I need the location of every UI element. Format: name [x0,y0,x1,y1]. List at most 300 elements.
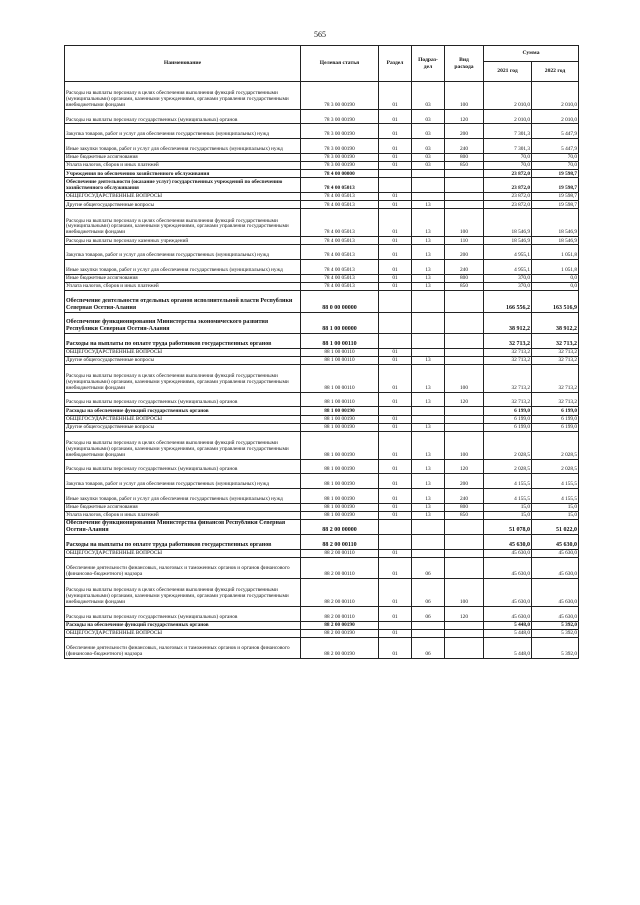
cell-y2022: 18 546,9 [532,209,579,237]
cell-target: 78 3 00 00190 [301,82,379,110]
cell-type [445,356,484,364]
cell-sub: 06 [412,606,445,621]
table-row [65,274,579,282]
cell-type: 100 [445,209,484,237]
cell-target: 88 1 00 00190 [301,407,379,415]
cell-type [445,407,484,415]
budget-table [64,45,579,659]
cell-y2022: 1 051,8 [532,245,579,260]
cell-section: 01 [379,579,412,607]
cell-name: Иные бюджетные ассигнования [65,274,301,282]
cell-y2022: 38 912,2 [532,312,579,333]
cell-type: 800 [445,153,484,161]
cell-name: Расходы на обеспечение функций государственных органов [65,407,301,415]
cell-y2022: 15,0 [532,511,579,519]
cell-target: 88 2 00 00000 [301,520,379,535]
cell-sub: 13 [412,237,445,245]
cell-target: 88 1 00 00190 [301,474,379,489]
cell-sub: 03 [412,109,445,124]
cell-type: 120 [445,606,484,621]
cell-target: 78 4 00 05013 [301,193,379,201]
cell-sub: 13 [412,260,445,275]
cell-y2022: 0,0 [532,283,579,291]
cell-name: Обеспечение деятельности финансовых, налоговых и таможенных органов и органов финансового (финансово-бюджетного) надзора [65,637,301,658]
cell-name: ОБЩЕГОСУДАРСТВЕННЫЕ ВОПРОСЫ [65,549,301,557]
cell-name: Обеспечение деятельности (оказание услуг) государственных учреждений по обеспечению хозяйственного обслуживания [65,178,301,193]
cell-sub: 13 [412,474,445,489]
cell-section [379,312,412,333]
cell-section: 01 [379,503,412,511]
cell-y2022: 5 392,0 [532,629,579,637]
cell-type: 200 [445,124,484,139]
table-row [65,170,579,178]
cell-type: 850 [445,283,484,291]
cell-y2022: 5 392,0 [532,621,579,629]
cell-y2021: 23 872,0 [484,193,532,201]
cell-y2022: 70,0 [532,162,579,170]
table-row [65,139,579,154]
cell-y2021: 4 955,1 [484,245,532,260]
table-row [65,423,579,431]
cell-sub: 03 [412,82,445,110]
cell-y2021: 6 199,0 [484,407,532,415]
table-row [65,459,579,474]
cell-y2021: 23 872,0 [484,201,532,209]
cell-type: 110 [445,237,484,245]
cell-y2022: 5 447,9 [532,124,579,139]
cell-type: 120 [445,392,484,407]
cell-y2022: 45 630,0 [532,534,579,549]
cell-type [445,178,484,193]
cell-y2021: 18 546,9 [484,237,532,245]
cell-target: 88 1 00 00190 [301,503,379,511]
cell-sub: 13 [412,201,445,209]
cell-type [445,520,484,535]
cell-y2022: 19 598,7 [532,201,579,209]
cell-y2022: 2 010,0 [532,109,579,124]
cell-target: 78 4 00 05013 [301,178,379,193]
cell-y2022: 45 630,0 [532,557,579,578]
table-row [65,245,579,260]
cell-y2021: 5 448,0 [484,629,532,637]
col-header-2021: 2021 год [484,62,532,82]
cell-sub: 13 [412,274,445,282]
cell-y2021: 166 556,2 [484,291,532,312]
cell-type [445,170,484,178]
cell-name: Иные бюджетные ассигнования [65,153,301,161]
cell-target: 88 2 00 00110 [301,549,379,557]
table-row [65,109,579,124]
cell-type [445,333,484,348]
table-row [65,153,579,161]
cell-y2021: 2 010,0 [484,109,532,124]
cell-sub [412,333,445,348]
cell-section: 01 [379,139,412,154]
cell-y2021: 51 078,0 [484,520,532,535]
cell-name: Расходы на обеспечение функций государственных органов [65,621,301,629]
cell-y2021: 5 448,0 [484,637,532,658]
cell-type [445,534,484,549]
table-row [65,579,579,607]
cell-sub [412,312,445,333]
cell-type: 240 [445,489,484,504]
col-header-name: Наименование [65,46,301,82]
cell-sub [412,520,445,535]
cell-target: 88 2 00 00190 [301,629,379,637]
cell-target: 78 4 00 05013 [301,209,379,237]
cell-target: 88 2 00 00110 [301,557,379,578]
cell-sub: 13 [412,431,445,459]
table-row [65,637,579,658]
table-row [65,260,579,275]
cell-sub [412,629,445,637]
cell-section: 01 [379,162,412,170]
cell-y2021: 2 010,0 [484,82,532,110]
cell-y2022: 32 713,2 [532,333,579,348]
cell-y2022: 45 630,0 [532,549,579,557]
cell-type: 100 [445,364,484,392]
cell-target: 78 4 00 05013 [301,237,379,245]
cell-name: Обеспечение функционирования Министерства финансов Республики Северная Осетия-Алания [65,520,301,535]
cell-name: Расходы на выплаты персоналу в целях обеспечения выполнения функций государственными (муниципальными) органами, казенными учреждениями, органами управления государственными внебюджетными фондами [65,431,301,459]
table-row [65,621,579,629]
table-row [65,209,579,237]
cell-section [379,170,412,178]
cell-name: Расходы на выплаты персоналу государственных (муниципальных) органов [65,392,301,407]
cell-y2022: 32 713,2 [532,364,579,392]
cell-y2021: 7 301,3 [484,139,532,154]
cell-section: 01 [379,209,412,237]
cell-type: 120 [445,109,484,124]
col-header-subsection: Подраз- дел [412,46,445,82]
table-row [65,606,579,621]
cell-sub: 13 [412,423,445,431]
cell-sub: 13 [412,356,445,364]
table-row [65,364,579,392]
cell-name: ОБЩЕГОСУДАРСТВЕННЫЕ ВОПРОСЫ [65,629,301,637]
cell-y2021: 6 199,0 [484,423,532,431]
table-row [65,291,579,312]
cell-type [445,193,484,201]
cell-name: Обеспечение деятельности отдельных органов исполнительной власти Республики Северная Осетия-Алания [65,291,301,312]
cell-y2022: 51 022,0 [532,520,579,535]
cell-y2021: 4 155,5 [484,474,532,489]
cell-y2022: 2 028,5 [532,431,579,459]
cell-section: 01 [379,124,412,139]
cell-name: Расходы на выплаты персоналу государственных (муниципальных) органов [65,606,301,621]
cell-type [445,549,484,557]
cell-name: Расходы на выплаты персоналу в целях обеспечения выполнения функций государственными (муниципальными) органами, казенными учреждениями, органами управления государственными внебюджетными фондами [65,364,301,392]
cell-name: Расходы на выплаты персоналу в целях обеспечения выполнения функций государственными (муниципальными) органами, казенными учреждениями, органами управления государственными внебюджетными фондами [65,579,301,607]
cell-sub: 13 [412,511,445,519]
cell-name: Обеспечение функционирования Министерства экономического развития Республики Северная Осетия-Алания [65,312,301,333]
cell-section: 01 [379,415,412,423]
cell-y2021: 45 630,0 [484,534,532,549]
cell-y2022: 32 713,2 [532,392,579,407]
table-row [65,356,579,364]
cell-target: 88 1 00 00000 [301,312,379,333]
cell-name: Закупка товаров, работ и услуг для обеспечения государственных (муниципальных) нужд [65,245,301,260]
cell-section: 01 [379,283,412,291]
cell-name: Иные закупки товаров, работ и услуг для обеспечения государственных (муниципальных) нужд [65,260,301,275]
cell-y2021: 5 448,0 [484,621,532,629]
table-row [65,629,579,637]
cell-y2021: 45 630,0 [484,606,532,621]
table-row [65,237,579,245]
cell-y2021: 70,0 [484,162,532,170]
cell-y2021: 45 630,0 [484,549,532,557]
cell-type: 200 [445,474,484,489]
cell-y2022: 0,0 [532,274,579,282]
cell-name: Расходы на выплаты персоналу государственных (муниципальных) органов [65,109,301,124]
table-row [65,520,579,535]
cell-sub [412,193,445,201]
cell-name: ОБЩЕГОСУДАРСТВЕННЫЕ ВОПРОСЫ [65,193,301,201]
cell-y2022: 2 028,5 [532,459,579,474]
cell-target: 88 1 00 00190 [301,489,379,504]
table-row [65,178,579,193]
cell-type [445,621,484,629]
cell-sub [412,549,445,557]
cell-section: 01 [379,356,412,364]
cell-y2022: 32 713,2 [532,348,579,356]
cell-target: 88 2 00 00190 [301,621,379,629]
cell-y2021: 23 872,0 [484,170,532,178]
cell-y2022: 18 546,9 [532,237,579,245]
cell-name: Другие общегосударственные вопросы [65,356,301,364]
cell-sub: 13 [412,364,445,392]
cell-name: Обеспечение деятельности финансовых, налоговых и таможенных органов и органов финансового (финансово-бюджетного) надзора [65,557,301,578]
cell-section: 01 [379,201,412,209]
cell-section [379,291,412,312]
col-header-target: Целевая статья [301,46,379,82]
cell-target: 88 1 00 00110 [301,364,379,392]
cell-y2021: 18 546,9 [484,209,532,237]
cell-section: 01 [379,629,412,637]
cell-sub [412,291,445,312]
cell-target: 78 4 00 05013 [301,274,379,282]
cell-name: Расходы на выплаты персоналу казенных учреждений [65,237,301,245]
cell-y2022: 1 051,8 [532,260,579,275]
cell-name: ОБЩЕГОСУДАРСТВЕННЫЕ ВОПРОСЫ [65,348,301,356]
cell-sub: 13 [412,503,445,511]
cell-name: Иные бюджетные ассигнования [65,503,301,511]
cell-type: 240 [445,139,484,154]
cell-target: 88 1 00 00110 [301,356,379,364]
cell-name: Расходы на выплаты персоналу в целях обеспечения выполнения функций государственными (муниципальными) органами, казенными учреждениями, органами управления государственными внебюджетными фондами [65,209,301,237]
col-header-section: Раздел [379,46,412,82]
cell-sub: 13 [412,245,445,260]
cell-y2022: 45 630,0 [532,606,579,621]
cell-section: 01 [379,153,412,161]
cell-sub: 13 [412,283,445,291]
cell-name: Уплата налогов, сборов и иных платежей [65,162,301,170]
cell-type [445,423,484,431]
col-header-sum: Сумма [484,46,579,62]
cell-section: 01 [379,557,412,578]
cell-y2021: 23 872,0 [484,178,532,193]
cell-type: 100 [445,82,484,110]
cell-name: Учреждения по обеспечению хозяйственного обслуживания [65,170,301,178]
cell-target: 88 1 00 00190 [301,459,379,474]
table-row [65,162,579,170]
cell-y2022: 163 516,9 [532,291,579,312]
cell-type [445,415,484,423]
cell-y2022: 19 598,7 [532,193,579,201]
cell-sub: 03 [412,139,445,154]
table-row [65,549,579,557]
cell-section [379,534,412,549]
cell-name: Иные закупки товаров, работ и услуг для обеспечения государственных (муниципальных) нужд [65,489,301,504]
cell-sub: 13 [412,459,445,474]
cell-sub [412,178,445,193]
cell-section: 01 [379,348,412,356]
cell-y2021: 4 155,5 [484,489,532,504]
cell-y2022: 19 598,7 [532,170,579,178]
cell-target: 78 4 00 00000 [301,170,379,178]
cell-target: 88 2 00 00110 [301,534,379,549]
cell-name: Расходы на выплаты персоналу в целях обеспечения выполнения функций государственными (муниципальными) органами, казенными учреждениями, органами управления государственными внебюджетными фондами [65,82,301,110]
cell-y2021: 38 912,2 [484,312,532,333]
cell-section: 01 [379,364,412,392]
cell-target: 88 2 00 00190 [301,637,379,658]
cell-target: 78 3 00 00190 [301,124,379,139]
cell-type [445,637,484,658]
cell-type [445,201,484,209]
cell-target: 88 1 00 00110 [301,392,379,407]
table-row [65,511,579,519]
table-row [65,557,579,578]
cell-target: 78 4 00 05013 [301,245,379,260]
cell-section: 01 [379,260,412,275]
cell-y2022: 70,0 [532,153,579,161]
col-header-expense-type: Вид расхода [445,46,484,82]
table-row [65,415,579,423]
cell-y2022: 19 598,7 [532,178,579,193]
cell-type: 120 [445,459,484,474]
cell-section: 01 [379,274,412,282]
cell-target: 78 3 00 00190 [301,139,379,154]
cell-y2021: 7 301,3 [484,124,532,139]
cell-target: 78 3 00 00190 [301,109,379,124]
cell-y2022: 15,0 [532,503,579,511]
page-number: 565 [314,30,326,39]
cell-type [445,629,484,637]
cell-name: Расходы на выплаты по оплате труда работников государственных органов [65,333,301,348]
cell-section: 01 [379,549,412,557]
cell-sub: 13 [412,392,445,407]
cell-y2022: 4 155,5 [532,489,579,504]
cell-y2022: 6 199,0 [532,407,579,415]
cell-y2022: 2 010,0 [532,82,579,110]
cell-section: 01 [379,511,412,519]
cell-target: 88 1 00 00190 [301,423,379,431]
table-row [65,474,579,489]
cell-type: 100 [445,431,484,459]
cell-target: 88 2 00 00110 [301,579,379,607]
table-row [65,392,579,407]
cell-type: 850 [445,162,484,170]
cell-section: 01 [379,489,412,504]
cell-sub: 06 [412,637,445,658]
table-row [65,201,579,209]
cell-name: Закупка товаров, работ и услуг для обеспечения государственных (муниципальных) нужд [65,124,301,139]
cell-section: 01 [379,193,412,201]
table-row [65,534,579,549]
cell-sub: 13 [412,489,445,504]
cell-name: ОБЩЕГОСУДАРСТВЕННЫЕ ВОПРОСЫ [65,415,301,423]
cell-target: 78 4 00 05013 [301,201,379,209]
cell-y2022: 32 713,2 [532,356,579,364]
cell-sub [412,407,445,415]
cell-y2022: 6 199,0 [532,415,579,423]
cell-type: 100 [445,579,484,607]
cell-y2021: 32 713,2 [484,333,532,348]
cell-sub [412,415,445,423]
cell-y2022: 45 630,0 [532,579,579,607]
table-row [65,312,579,333]
table-row [65,82,579,110]
cell-name: Уплата налогов, сборов и иных платежей [65,283,301,291]
cell-target: 78 4 00 05013 [301,260,379,275]
cell-section: 01 [379,109,412,124]
cell-target: 88 1 00 00190 [301,431,379,459]
cell-y2021: 6 199,0 [484,415,532,423]
cell-sub: 06 [412,579,445,607]
cell-name: Закупка товаров, работ и услуг для обеспечения государственных (муниципальных) нужд [65,474,301,489]
cell-section: 01 [379,423,412,431]
cell-type [445,557,484,578]
cell-target: 78 3 00 00190 [301,153,379,161]
cell-section: 01 [379,637,412,658]
cell-section: 01 [379,459,412,474]
cell-y2021: 370,0 [484,283,532,291]
cell-name: Иные закупки товаров, работ и услуг для обеспечения государственных (муниципальных) нужд [65,139,301,154]
cell-sub: 06 [412,557,445,578]
table-row [65,124,579,139]
cell-section [379,407,412,415]
cell-type [445,348,484,356]
cell-type: 200 [445,245,484,260]
cell-y2022: 4 155,5 [532,474,579,489]
cell-target: 88 1 00 00110 [301,348,379,356]
cell-target: 88 1 00 00190 [301,415,379,423]
cell-section: 01 [379,245,412,260]
table-row [65,503,579,511]
cell-y2022: 5 447,9 [532,139,579,154]
table-row [65,193,579,201]
cell-y2021: 70,0 [484,153,532,161]
cell-type [445,291,484,312]
cell-name: Другие общегосударственные вопросы [65,423,301,431]
cell-section: 01 [379,431,412,459]
cell-y2021: 45 630,0 [484,557,532,578]
cell-sub: 13 [412,209,445,237]
cell-type: 800 [445,274,484,282]
cell-section [379,621,412,629]
cell-section: 01 [379,82,412,110]
table-row [65,333,579,348]
cell-sub: 03 [412,153,445,161]
table-row [65,348,579,356]
col-header-2022: 2022 год [532,62,579,82]
cell-y2021: 32 713,2 [484,348,532,356]
cell-y2021: 32 713,2 [484,364,532,392]
cell-y2021: 2 028,5 [484,431,532,459]
cell-target: 88 1 00 00110 [301,333,379,348]
cell-section: 01 [379,237,412,245]
cell-target: 78 3 00 00190 [301,162,379,170]
